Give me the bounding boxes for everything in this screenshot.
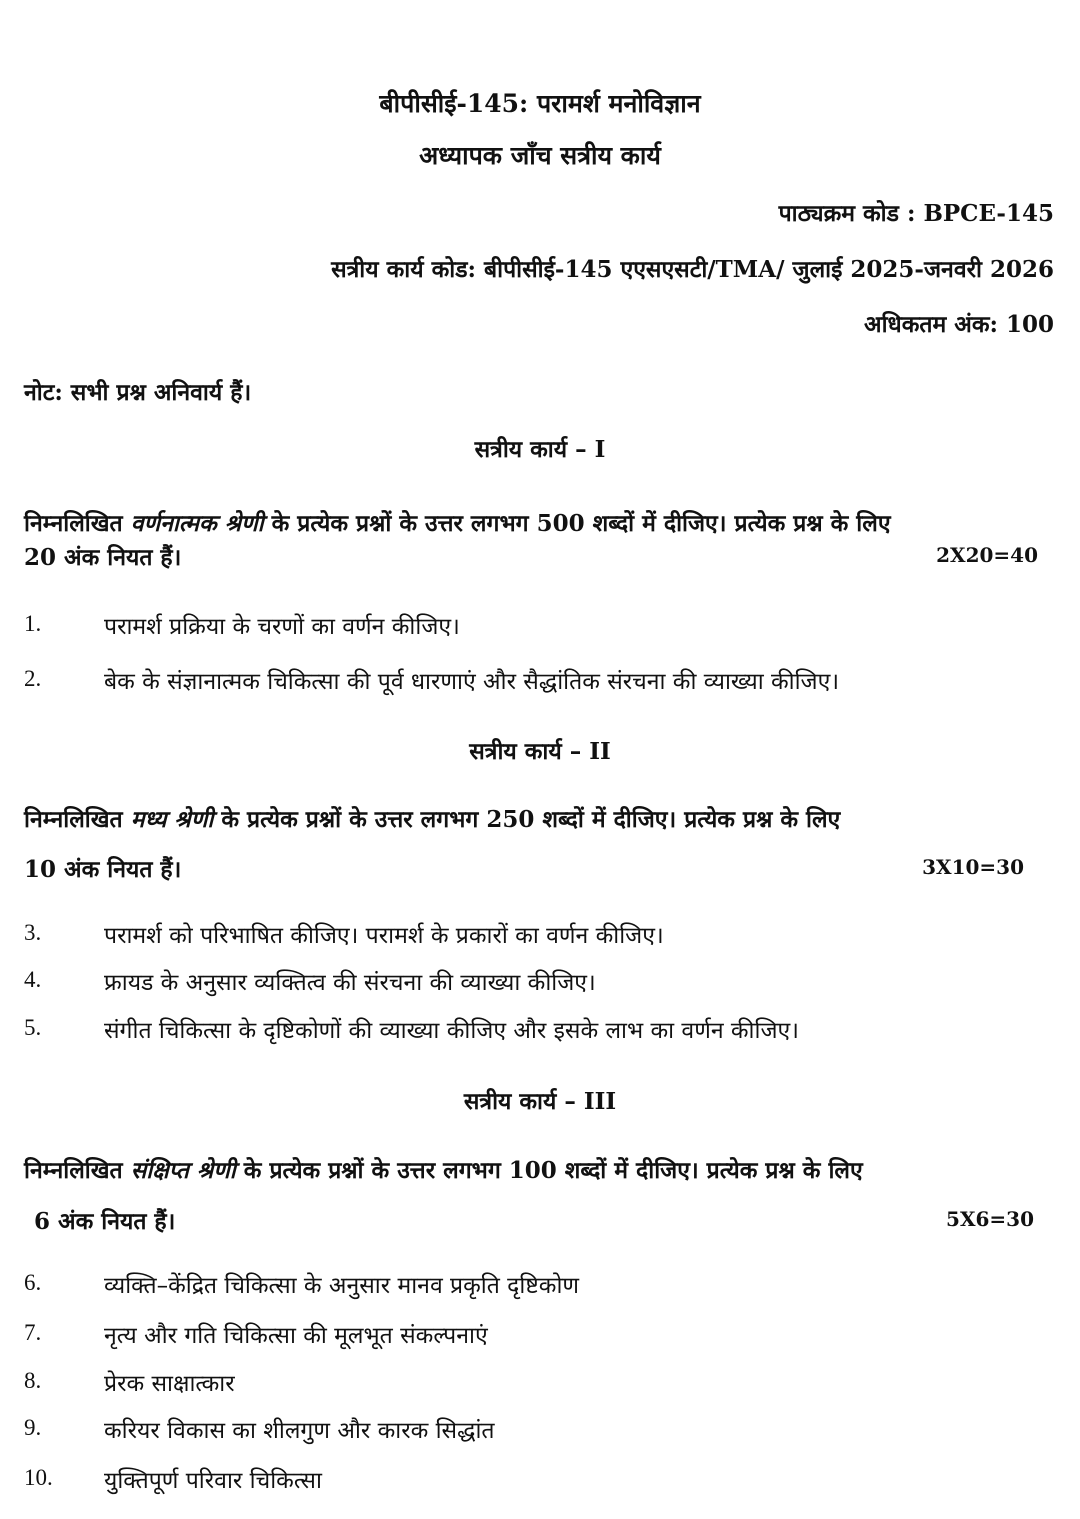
section-3-instruction-line2: 6 अंक नियत हैं। [34,1208,176,1235]
max-marks: अधिकतम अंक: 100 [864,311,1054,338]
document-subtitle: अध्यापक जाँच सत्रीय कार्य [419,141,661,170]
course-code: पाठ्यक्रम कोड : BPCE-145 [778,200,1054,227]
instruction-suffix: के प्रत्येक प्रश्नों के उत्तर लगभग 100 शब्दों में दीजिए। प्रत्येक प्रश्न के लिए [235,1157,863,1184]
section-heading-1: सत्रीय कार्य – I [474,436,606,463]
question-text: व्यक्ति–केंद्रित चिकित्सा के अनुसार मानव प्रकृति दृष्टिकोण [104,1273,580,1299]
section-2-instruction [24,802,840,834]
instruction-prefix: निम्नलिखित [24,510,131,537]
question-number: 3. [24,920,42,945]
document-title: बीपीसीई-145: परामर्श मनोविज्ञान [379,89,701,118]
question-text: करियर विकास का शीलगुण और कारक सिद्धांत [104,1418,495,1444]
question-text: संगीत चिकित्सा के दृष्टिकोणों की व्याख्या कीजिए और इसके लाभ का वर्णन कीजिए। [104,1018,799,1044]
question-text: परामर्श प्रक्रिया के चरणों का वर्णन कीजिए। [104,614,460,640]
section-1-instruction [24,506,891,538]
section-heading-2: सत्रीय कार्य – II [469,738,611,765]
question-number: 7. [24,1320,42,1345]
section-1-marks: 2X20=40 [936,543,1038,567]
question-text: नृत्य और गति चिकित्सा की मूलभूत संकल्पनाएं [104,1323,488,1349]
instruction-prefix: निम्नलिखित [24,806,131,833]
question-number: 2. [24,666,42,691]
note: नोट: सभी प्रश्न अनिवार्य हैं। [24,379,252,406]
section-3-instruction [24,1153,863,1185]
assignment-code: सत्रीय कार्य कोड: बीपीसीई-145 एएसएसटी/TMA/ जुलाई 2025-जनवरी 2026 [331,256,1054,283]
question-number: 5. [24,1015,42,1040]
question-text: प्रेरक साक्षात्कार [104,1371,235,1397]
question-text: परामर्श को परिभाषित कीजिए। परामर्श के प्रकारों का वर्णन कीजिए। [104,923,664,949]
question-number: 10. [24,1465,53,1490]
instruction-category: संक्षिप्त श्रेणी [130,1157,236,1184]
instruction-suffix: के प्रत्येक प्रश्नों के उत्तर लगभग 250 शब्दों में दीजिए। प्रत्येक प्रश्न के लिए [213,806,841,833]
instruction-suffix: के प्रत्येक प्रश्नों के उत्तर लगभग 500 शब्दों में दीजिए। प्रत्येक प्रश्न के लिए [263,510,891,537]
question-number: 1. [24,611,42,636]
section-3-marks: 5X6=30 [946,1207,1034,1231]
section-2-instruction-line2: 10 अंक नियत हैं। [24,856,182,883]
instruction-category: मध्य श्रेणी [130,806,214,833]
section-heading-3: सत्रीय कार्य – III [463,1088,617,1115]
question-text: बेक के संज्ञानात्मक चिकित्सा की पूर्व धारणाएं और सैद्धांतिक संरचना की व्याख्या कीजिए। [104,669,840,695]
question-text: युक्तिपूर्ण परिवार चिकित्सा [104,1468,322,1494]
question-number: 6. [24,1270,42,1295]
instruction-category: वर्णनात्मक श्रेणी [130,510,264,537]
question-number: 8. [24,1368,42,1393]
question-text: फ्रायड के अनुसार व्यक्तित्व की संरचना की व्याख्या कीजिए। [104,970,596,996]
question-number: 4. [24,967,42,992]
section-2-marks: 3X10=30 [922,855,1024,879]
question-number: 9. [24,1415,42,1440]
instruction-prefix: निम्नलिखित [24,1157,131,1184]
section-1-instruction-line2: 20 अंक नियत हैं। [24,544,182,571]
